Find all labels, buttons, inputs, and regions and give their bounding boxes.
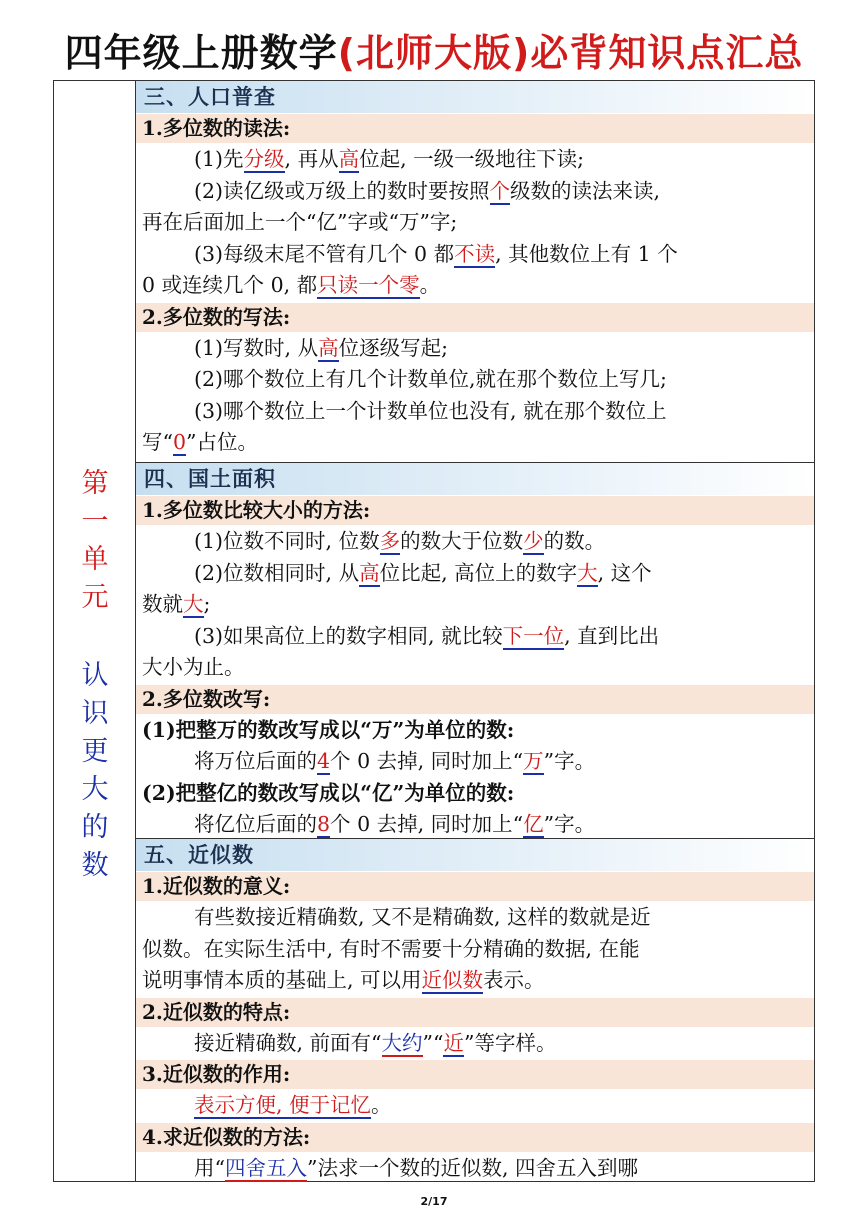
unit-char: 数: [81, 850, 109, 881]
text-line: (1)写数时, 从高位逐级写起;: [194, 335, 448, 360]
section-approximate-numbers: [136, 839, 814, 1183]
text-line: 将亿位后面的8个 0 去掉, 同时加上“亿”字。: [194, 812, 596, 836]
unit-char: 一: [81, 506, 109, 537]
highlighted-term: 下一位: [502, 623, 565, 648]
highlighted-term: 个: [489, 178, 511, 203]
section-land-area: [136, 463, 814, 839]
highlighted-term: 多: [379, 529, 401, 553]
unit-char: 识: [81, 698, 109, 729]
title-edition: (北师大版)必背知识点汇总: [337, 31, 804, 75]
text-line: 有些数接近精确数, 又不是精确数, 这样的数就是近: [194, 905, 651, 929]
text-line: 大小为止。: [142, 655, 245, 679]
section-heading: 三、人口普查: [136, 81, 814, 113]
unit-name: [54, 657, 136, 885]
text-line: 表示方便, 便于记忆。: [194, 1093, 392, 1117]
highlighted-term: 少: [523, 529, 544, 553]
section-heading: 四、国土面积: [136, 463, 814, 495]
highlighted-term: 大: [183, 592, 204, 616]
text-line: (2)读亿级或万级上的数时要按照个级数的读法来读,: [194, 178, 661, 203]
text-line: 数就大;: [142, 592, 211, 616]
unit-char: 大: [81, 774, 109, 805]
highlighted-term: 高: [359, 560, 380, 585]
highlighted-term: 高: [318, 335, 339, 360]
subsection-heading: 2.多位数的写法:: [136, 303, 814, 332]
unit-char: 更: [81, 736, 109, 767]
highlighted-term: 高: [338, 147, 360, 171]
highlighted-term: 四舍五入: [224, 1155, 307, 1180]
text-line: 似数。在实际生活中, 有时不需要十分精确的数据, 在能: [142, 936, 640, 961]
text-line: 0 或连续几个 0, 都只读一个零。: [142, 273, 441, 297]
highlighted-term: 表示方便, 便于记忆: [194, 1093, 372, 1117]
text-line: 将万位后面的4个 0 去掉, 同时加上“万”字。: [194, 749, 596, 773]
unit-char: 的: [81, 812, 109, 843]
subsection-heading: 4.求近似数的方法:: [136, 1123, 814, 1152]
unit-char: 认: [81, 660, 109, 691]
section-heading: 五、近似数: [136, 839, 814, 871]
subsection-heading: 2.多位数改写:: [136, 685, 814, 714]
highlighted-term: 4: [317, 749, 331, 773]
highlighted-term: 近似数: [421, 968, 484, 992]
subsection-heading: 1.多位数比较大小的方法:: [136, 496, 814, 525]
highlighted-term: 万: [523, 749, 544, 773]
text-line: (3)每级末尾不管有几个 0 都不读, 其他数位上有 1 个: [194, 241, 678, 266]
unit-char: 第: [81, 468, 109, 499]
text-line: (1)把整万的数改写成以“万”为单位的数:: [142, 717, 515, 742]
text-line: 接近精确数, 前面有“大约”“近”等字样。: [194, 1030, 557, 1055]
page-number: 2/17: [420, 1195, 448, 1208]
text-line: 再在后面加上一个“亿”字或“万”字;: [142, 210, 458, 234]
section-population-census: [136, 81, 814, 463]
text-line: (1)先分级, 再从高位起, 一级一级地往下读;: [194, 147, 585, 171]
highlighted-term: 亿: [523, 812, 544, 836]
text-line: (3)哪个数位上一个计数单位也没有, 就在那个数位上: [194, 398, 667, 423]
unit-char: 单: [81, 544, 109, 575]
subsection-heading: 1.近似数的意义:: [136, 872, 814, 901]
highlighted-term: 大约: [381, 1030, 423, 1055]
highlighted-term: 不读: [454, 241, 496, 266]
text-line: 写“0”占位。: [142, 430, 259, 454]
highlighted-term: 近: [443, 1030, 464, 1055]
unit-char: 元: [81, 582, 109, 613]
title-main: 四年级上册数学: [64, 31, 338, 75]
text-line: (1)位数不同时, 位数多的数大于位数少的数。: [194, 529, 606, 553]
subsection-heading: 3.近似数的作用:: [136, 1060, 814, 1089]
subsection-heading: 1.多位数的读法:: [136, 114, 814, 143]
content-table: [53, 80, 815, 1182]
text-line: 说明事情本质的基础上, 可以用近似数表示。: [142, 968, 545, 992]
subsection-heading: 2.近似数的特点:: [136, 998, 814, 1027]
text-line: 用“四舍五入”法求一个数的近似数, 四舍五入到哪: [194, 1155, 638, 1180]
text-line: (3)如果高位上的数字相同, 就比较下一位, 直到比出: [194, 623, 660, 648]
text-line: (2)哪个数位上有几个计数单位,就在那个数位上写几;: [194, 367, 667, 391]
highlighted-term: 8: [317, 812, 331, 836]
text-line: (2)把整亿的数改写成以“亿”为单位的数:: [142, 780, 515, 805]
highlighted-term: 大: [577, 560, 598, 585]
page-title: [0, 22, 868, 77]
highlighted-term: 只读一个零: [317, 273, 420, 297]
highlighted-term: 分级: [243, 147, 285, 171]
unit-number: [54, 465, 136, 617]
text-line: (2)位数相同时, 从高位比起, 高位上的数字大, 这个: [194, 560, 652, 585]
highlighted-term: 0: [172, 430, 187, 454]
unit-column: [54, 81, 136, 1181]
